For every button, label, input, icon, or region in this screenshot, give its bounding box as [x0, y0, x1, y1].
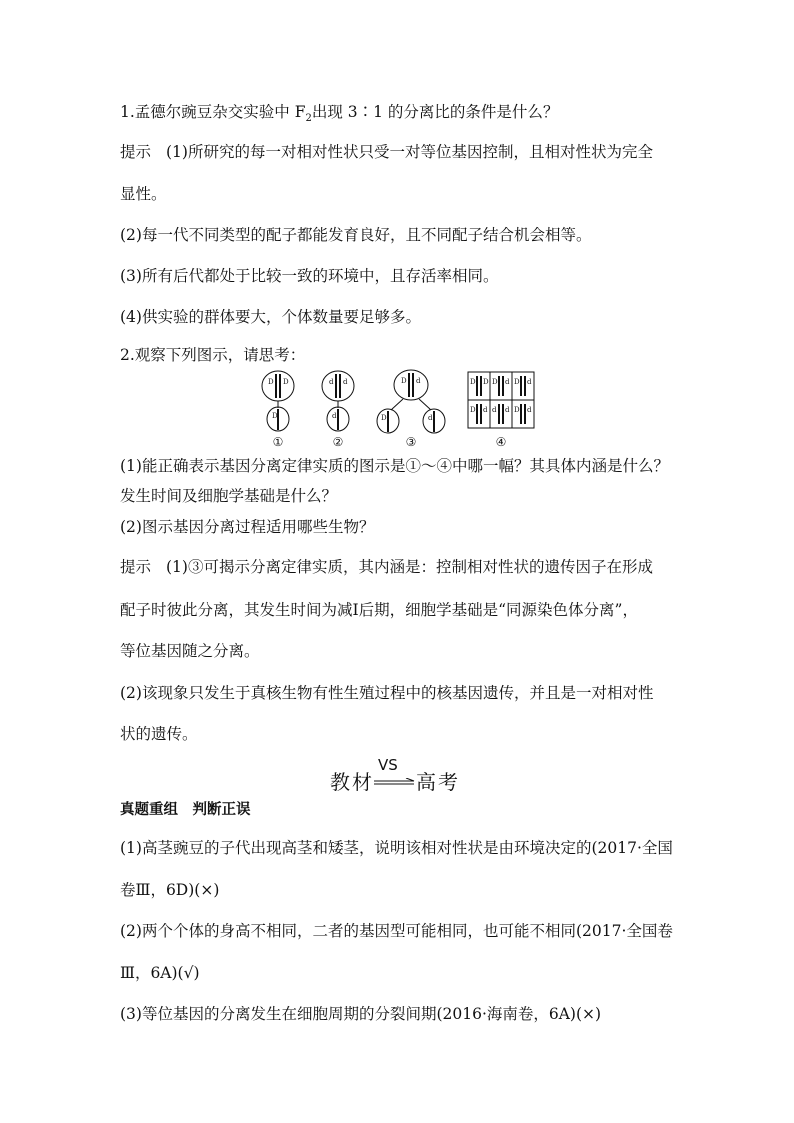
allele-label: d [343, 378, 348, 386]
q2-hint-line-1 [120, 557, 653, 577]
q1-title-subscript: 2 [305, 113, 312, 125]
hint-text: (1)所研究的每一对相对性状只受一对等位基因控制，且相对性状为完全 [166, 143, 653, 161]
allele-label: D [483, 378, 489, 386]
q1-title-text: 1.孟德尔豌豆杂交实验中 F [120, 103, 306, 121]
question-1-title [120, 102, 558, 129]
q2-sub1-line-1: (1)能正确表示基因分离定律实质的图示是①～④中哪一幅？其具体内涵是什么？ [120, 457, 669, 475]
q1-item-3: (3)所有后代都处于比较一致的环境中，且存活率相同。 [120, 267, 499, 285]
q2-hint-line-3: 等位基因随之分离。 [120, 642, 260, 660]
q1-item-2: (2)每一代不同类型的配子都能发育良好，且不同配子结合机会相等。 [120, 226, 592, 244]
q1-title-text-end: 出现 3∶1 的分离比的条件是什么？ [311, 103, 559, 121]
true-false-item-2-line-2: Ⅲ，6A)(√) [120, 964, 200, 982]
allele-label: d [527, 378, 532, 386]
q2-sub1-line-2: 发生时间及细胞学基础是什么？ [120, 487, 338, 505]
gene-segregation-figure [258, 366, 548, 450]
true-false-item-3: (3)等位基因的分离发生在细胞周期的分裂间期(2016·海南卷，6A)(×) [120, 1005, 602, 1023]
allele-label: d [428, 414, 433, 422]
q1-item-4: (4)供实验的群体要大，个体数量要足够多。 [120, 308, 421, 326]
figure-3-diagram [377, 370, 445, 433]
banner-vs-text: VS [378, 756, 398, 774]
figure-label-1: ① [272, 435, 284, 449]
q2-hint2-line-2: 状的遗传。 [120, 725, 198, 743]
allele-label: D [268, 378, 274, 386]
allele-label: d [416, 377, 421, 385]
allele-label: d [332, 412, 337, 420]
allele-label: d [505, 406, 510, 414]
banner-right-text: 高考 [416, 770, 460, 794]
textbook-vs-exam-banner [330, 756, 470, 796]
true-false-item-2-line-1: (2)两个个体的身高不相同，二者的基因型可能相同，也可能不相同(2017·全国卷 [120, 922, 673, 940]
banner-arrow-icon [374, 778, 416, 786]
q2-hint-line-2: 配子时彼此分离，其发生时间为减Ⅰ后期，细胞学基础是“同源染色体分离”， [120, 601, 638, 619]
hint-text: (1)③可揭示分离定律实质，其内涵是：控制相对性状的遗传因子在形成 [166, 558, 653, 576]
hint-label: 提示 [120, 143, 152, 161]
q1-hint-line-2: 显性。 [120, 185, 167, 203]
hint-label: 提示 [120, 558, 152, 576]
allele-label: D [492, 378, 498, 386]
figure-label-4: ④ [495, 435, 507, 449]
allele-label: D [401, 377, 407, 385]
allele-label: D [381, 414, 387, 422]
figure-label-3: ③ [405, 435, 417, 449]
true-false-item-1-line-2: 卷Ⅲ，6D)(×) [120, 881, 220, 899]
figure-4-grid [468, 372, 534, 428]
allele-label: d [329, 378, 334, 386]
allele-label: D [514, 406, 520, 414]
banner-left-text: 教材 [330, 770, 374, 794]
allele-label: D [272, 412, 278, 420]
allele-label: D [470, 406, 476, 414]
figure-label-2: ② [332, 435, 344, 449]
figure-1-diagram [262, 371, 294, 431]
allele-label: d [527, 406, 532, 414]
figure-2-diagram [322, 371, 354, 431]
allele-label: d [492, 406, 497, 414]
q1-hint-line-1 [120, 142, 653, 162]
allele-label: d [505, 378, 510, 386]
allele-label: d [483, 406, 488, 414]
allele-label: D [470, 378, 476, 386]
true-false-item-1-line-1: (1)高茎豌豆的子代出现高茎和矮茎，说明该相对性状是由环境决定的(2017·全国 [120, 839, 673, 857]
q2-sub2: (2)图示基因分离过程适用哪些生物？ [120, 518, 375, 536]
question-2-title: 2.观察下列图示，请思考： [120, 346, 306, 364]
q2-hint2-line-1: (2)该现象只发生于真核生物有性生殖过程中的核基因遗传，并且是一对相对性 [120, 684, 654, 702]
allele-label: D [283, 378, 289, 386]
section-title: 真题重组 判断正误 [120, 802, 251, 818]
allele-label: D [514, 378, 520, 386]
